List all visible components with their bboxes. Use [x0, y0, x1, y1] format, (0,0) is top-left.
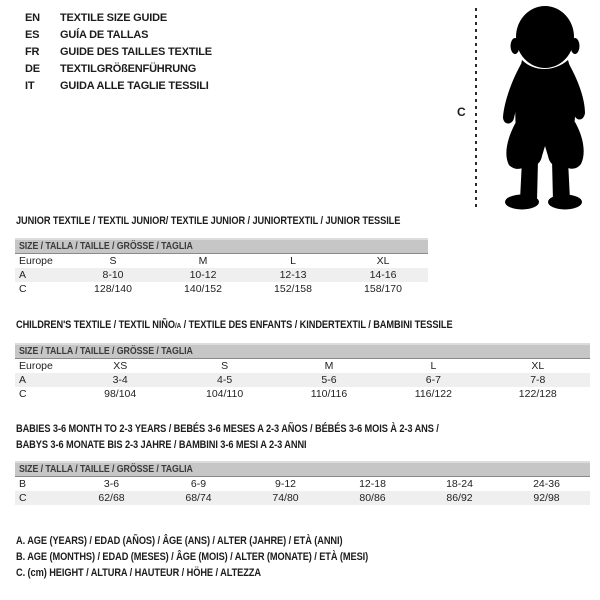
row-label: A — [15, 268, 68, 282]
cell: S — [221, 360, 229, 372]
cell: 8-10 — [68, 268, 158, 282]
cell: 3-6 — [103, 478, 120, 490]
table-header-label: SIZE / TALLA / TAILLE / GRÖSSE / TAGLIA — [19, 345, 193, 357]
cell: 68/74 — [155, 491, 242, 505]
table-header-label: SIZE / TALLA / TAILLE / GRÖSSE / TAGLIA — [19, 240, 193, 252]
children-title-sub: /A — [174, 321, 182, 330]
cell: 6-7 — [381, 373, 485, 387]
cell: 104/110 — [205, 388, 244, 400]
cell: 24-36 — [533, 478, 560, 490]
table-header-row — [15, 239, 428, 254]
language-label: TEXTILGRÖßENFÜHRUNG — [60, 62, 197, 75]
baby-silhouette — [448, 4, 600, 210]
measurement-legend — [16, 533, 435, 581]
cell: XL — [376, 255, 390, 267]
babies-title-line1: BABIES 3-6 MONTH TO 2-3 YEARS / BEBÉS 3-6 MESES A 2-3 AÑOS / BÉBÉS 3-6 MOIS À 2-3 ANS / — [16, 423, 439, 435]
cell: 12-18 — [359, 478, 386, 490]
junior-size-table — [15, 238, 428, 296]
cell: 140/152 — [184, 283, 222, 295]
language-row-en — [25, 9, 212, 26]
table-row — [15, 254, 428, 269]
cell: 158/170 — [364, 283, 402, 295]
language-title-block — [25, 9, 212, 94]
cell: 110/116 — [310, 388, 348, 400]
table-row — [15, 387, 590, 401]
babies-table-title — [16, 421, 519, 453]
cell: 18-24 — [446, 478, 473, 490]
cell: 10-12 — [158, 268, 248, 282]
cell: 12-13 — [248, 268, 338, 282]
table-header-row — [15, 344, 590, 359]
cell: L — [430, 360, 437, 372]
row-label: C — [15, 491, 68, 505]
cell: 3-4 — [68, 373, 172, 387]
language-row-de — [25, 60, 212, 77]
cell: 92/98 — [503, 491, 590, 505]
cell: 74/80 — [242, 491, 329, 505]
table-row — [15, 282, 428, 296]
cell: M — [198, 255, 208, 267]
legend-line-c: C. (cm) HEIGHT / ALTURA / HAUTEUR / HÖHE / ALTEZZA — [16, 567, 261, 579]
row-label: Europe — [19, 255, 53, 267]
cell: 116/122 — [414, 388, 452, 400]
table-row — [15, 491, 590, 505]
children-table-title — [16, 317, 536, 334]
children-title-pre: CHILDREN'S TEXTILE / TEXTIL NIÑO — [16, 319, 175, 331]
language-label: GUIDA ALLE TAGLIE TESSILI — [60, 79, 209, 92]
language-code: EN — [25, 11, 40, 24]
language-code: ES — [25, 28, 40, 41]
table-row — [15, 477, 590, 492]
babies-title-line2: BABYS 3-6 MONATE BIS 2-3 JAHRE / BAMBINI 3-6 MESI A 2-3 ANNI — [16, 439, 307, 451]
junior-table-title: JUNIOR TEXTILE / TEXTIL JUNIOR/ TEXTILE JUNIOR / JUNIORTEXTIL / JUNIOR TESSILE — [16, 215, 401, 227]
language-row-es — [25, 26, 212, 43]
table-row — [15, 373, 590, 387]
row-label: A — [15, 373, 68, 387]
cell: 80/86 — [329, 491, 416, 505]
babies-size-table — [15, 461, 590, 505]
row-label: C — [19, 283, 27, 295]
cell: 4-5 — [172, 373, 276, 387]
cell: 98/104 — [104, 388, 137, 400]
row-label: Europe — [19, 360, 53, 372]
cell: L — [290, 255, 296, 267]
cell: 6-9 — [190, 478, 207, 490]
baby-shape — [503, 6, 585, 210]
cell: 14-16 — [338, 268, 428, 282]
legend-line-b: B. AGE (MONTHS) / EDAD (MESES) / ÂGE (MOIS) / ALTER (MONATE) / ETÀ (MESI) — [16, 551, 369, 563]
row-label: C — [19, 388, 27, 400]
height-label-c: C — [457, 105, 466, 119]
cell: XS — [113, 360, 128, 372]
table-header-row — [15, 462, 590, 477]
cell: 86/92 — [416, 491, 503, 505]
children-size-table — [15, 343, 590, 401]
language-label: GUIDE DES TAILLES TEXTILE — [60, 45, 212, 58]
language-code: IT — [25, 79, 35, 92]
cell: 152/158 — [274, 283, 312, 295]
cell: 9-12 — [274, 478, 296, 490]
table-row — [15, 359, 590, 374]
children-title-post: / TEXTILE DES ENFANTS / KINDERTEXTIL / BAMBINI TESSILE — [181, 319, 453, 331]
table-row — [15, 268, 428, 282]
cell: 5-6 — [277, 373, 381, 387]
cell: 122/128 — [518, 388, 557, 400]
language-row-it — [25, 77, 212, 94]
language-code: FR — [25, 45, 40, 58]
language-row-fr — [25, 43, 212, 60]
language-label: TEXTILE SIZE GUIDE — [60, 11, 168, 24]
row-label: B — [19, 478, 27, 490]
cell: S — [109, 255, 117, 267]
cell: M — [324, 360, 334, 372]
cell: 128/140 — [94, 283, 132, 295]
cell: 62/68 — [68, 491, 155, 505]
height-figure — [448, 4, 600, 210]
language-code: DE — [25, 62, 40, 75]
language-label: GUÍA DE TALLAS — [60, 28, 149, 41]
table-header-label: SIZE / TALLA / TAILLE / GRÖSSE / TAGLIA — [19, 463, 193, 475]
legend-line-a: A. AGE (YEARS) / EDAD (AÑOS) / ÂGE (ANS) / ALTER (JAHRE) / ETÀ (ANNI) — [16, 535, 343, 547]
cell: XL — [531, 360, 545, 372]
cell: 7-8 — [486, 373, 590, 387]
